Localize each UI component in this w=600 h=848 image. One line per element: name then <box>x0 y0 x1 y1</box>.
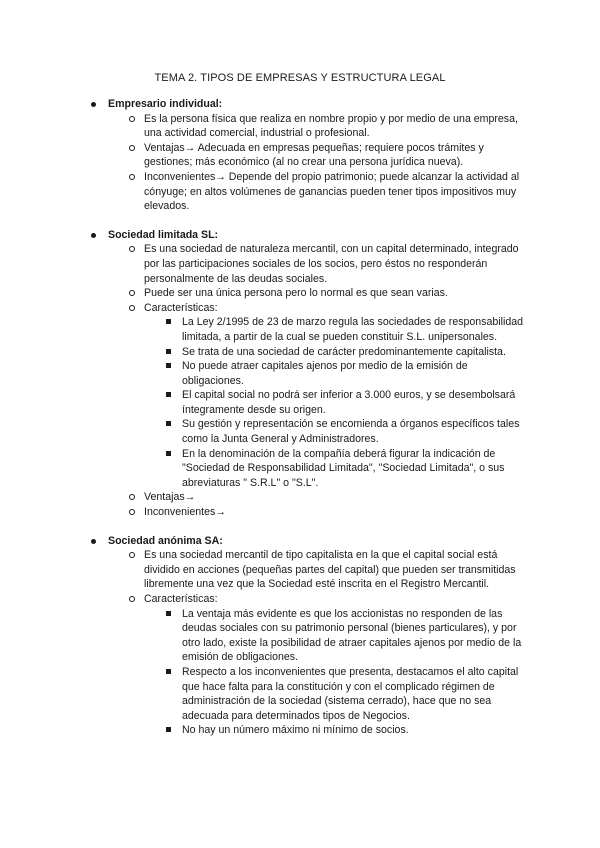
sub-list <box>108 242 526 519</box>
list-item: Puede ser una única persona pero lo normal es que sean varias. <box>144 286 526 301</box>
nested-list-item: En la denominación de la compañía deberá figurar la indicación de "Sociedad de Responsabilidad Limitada", "Sociedad Limitada", o sus abreviaturas " S.R.L" o "S.L". <box>182 447 526 491</box>
document-body <box>0 97 600 738</box>
circle-bullet-icon <box>129 174 135 180</box>
sub-list <box>108 112 526 214</box>
nested-list <box>144 607 526 738</box>
square-bullet-icon <box>166 392 171 397</box>
square-bullet-icon <box>166 363 171 368</box>
circle-bullet-icon <box>129 494 135 500</box>
list-item: Es la persona física que realiza en nombre propio y por medio de una empresa, una actividad comercial, industrial o profesional. <box>144 112 526 141</box>
circle-bullet-icon <box>129 290 135 296</box>
list-item: Inconvenientes→ <box>144 505 526 520</box>
nested-list <box>144 315 526 490</box>
list-item: Inconvenientes→ Depende del propio patrimonio; puede alcanzar la actividad al cónyuge; en altos volúmenes de ganancias pueden tener tipos impositivos muy elevados. <box>144 170 526 214</box>
section-sociedad-limitada <box>0 228 600 520</box>
section-sociedad-anonima <box>0 534 600 738</box>
square-bullet-icon <box>166 669 171 674</box>
page-title: TEMA 2. TIPOS DE EMPRESAS Y ESTRUCTURA LEGAL <box>154 72 446 84</box>
nested-list-item: Su gestión y representación se encomienda a órganos específicos tales como la Junta General y Administradores. <box>182 417 526 446</box>
circle-bullet-icon <box>129 596 135 602</box>
square-bullet-icon <box>166 451 171 456</box>
list-item: Es una sociedad de naturaleza mercantil, con un capital determinado, integrado por las participaciones sociales de los socios, pero éstos no responderán personalmente de las deudas sociales. <box>144 242 526 286</box>
list-item: Características: La Ley 2/1995 de 23 de marzo regula las sociedades de responsabilidad limitada, a partir de la cual se pueden constituir S.L. unipersonales. Se trata de una sociedad de carácter predominantemente capitalista. No puede atraer capitales ajenos por medio de la emisión de obligaciones. El capital social no podrá ser inferior a 3.000 euros, y se desembolsará íntegramente desde su origen. Su gestión y representación se encomienda a órganos específicos tales como la Junta General y Administradores. En la denominación de la compañía deberá figurar la indicación de "Sociedad de Responsabilidad Limitada", "Sociedad Limitada", o sus abreviaturas " S.R.L" o "S.L". <box>144 301 526 491</box>
disc-bullet-icon <box>91 102 96 107</box>
circle-bullet-icon <box>129 116 135 122</box>
square-bullet-icon <box>166 319 171 324</box>
sub-list <box>108 548 526 738</box>
square-bullet-icon <box>166 727 171 732</box>
nested-list-item: Respecto a los inconvenientes que presenta, destacamos el alto capital que hace falta para la constitución y con el complicado régimen de administración de la sociedad (sistema cerrado), hace que no sea adecuada para determinados tipos de Negocios. <box>182 665 526 723</box>
nested-list-item: El capital social no podrá ser inferior a 3.000 euros, y se desembolsará íntegramente desde su origen. <box>182 388 526 417</box>
disc-bullet-icon <box>91 539 96 544</box>
square-bullet-icon <box>166 349 171 354</box>
square-bullet-icon <box>166 421 171 426</box>
nested-list-item: La ventaja más evidente es que los accionistas no responden de las deudas sociales con su patrimonio personal (bienes particulares), y por otro lado, existe la posibilidad de atraer capitales ajenos por medio de la emisión de obligaciones. <box>182 607 526 665</box>
section-heading: Sociedad anónima SA: <box>108 534 526 549</box>
square-bullet-icon <box>166 611 171 616</box>
circle-bullet-icon <box>129 509 135 515</box>
nested-list-item: No puede atraer capitales ajenos por medio de la emisión de obligaciones. <box>182 359 526 388</box>
nested-list-item: Se trata de una sociedad de carácter predominantemente capitalista. <box>182 345 526 360</box>
circle-bullet-icon <box>129 246 135 252</box>
nested-list-item: No hay un número máximo ni mínimo de socios. <box>182 723 526 738</box>
list-item: Ventajas→ Adecuada en empresas pequeñas; requiere pocos trámites y gestiones; más económico (al no crear una persona jurídica nueva). <box>144 141 526 170</box>
list-item: Es una sociedad mercantil de tipo capitalista en la que el capital social está dividido en acciones (pequeñas partes del capital) que pueden ser transmitidas libremente una vez que la Sociedad esté inscrita en el Registro Mercantil. <box>144 548 526 592</box>
nested-list-item: La Ley 2/1995 de 23 de marzo regula las sociedades de responsabilidad limitada, a partir de la cual se pueden constituir S.L. unipersonales. <box>182 315 526 344</box>
section-empresario-individual <box>0 97 600 214</box>
list-item: Ventajas→ <box>144 490 526 505</box>
section-heading: Empresario individual: <box>108 97 526 112</box>
list-item: Características: La ventaja más evidente es que los accionistas no responden de las deudas sociales con su patrimonio personal (bienes particulares), y por otro lado, existe la posibilidad de atraer capitales ajenos por medio de la emisión de obligaciones. Respecto a los inconvenientes que presenta, destacamos el alto capital que hace falta para la constitución y con el complicado régimen de administración de la sociedad (sistema cerrado), hace que no sea adecuada para determinados tipos de Negocios. No hay un número máximo ni mínimo de socios. <box>144 592 526 738</box>
section-heading: Sociedad limitada SL: <box>108 228 526 243</box>
disc-bullet-icon <box>91 233 96 238</box>
circle-bullet-icon <box>129 552 135 558</box>
circle-bullet-icon <box>129 305 135 311</box>
circle-bullet-icon <box>129 145 135 151</box>
